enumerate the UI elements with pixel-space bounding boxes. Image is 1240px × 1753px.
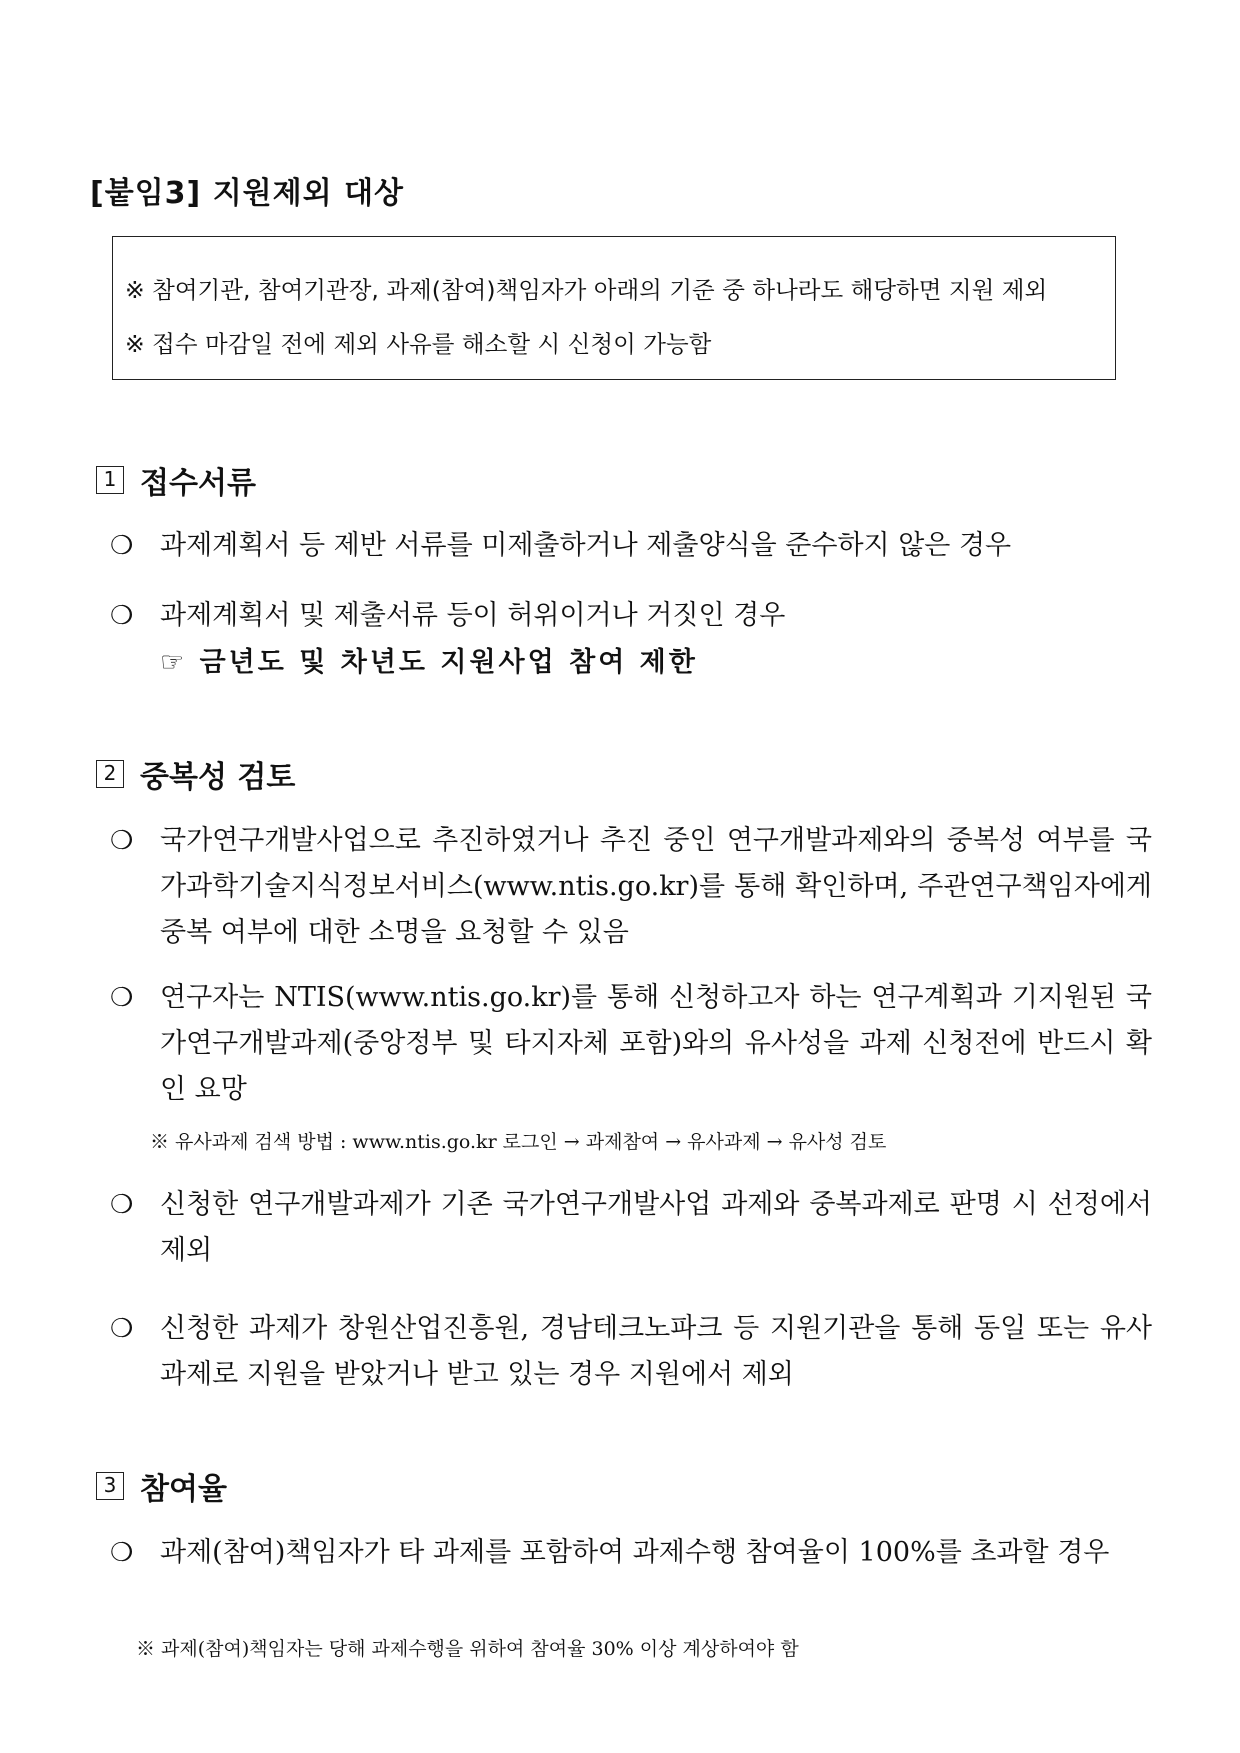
bullet-text: 신청한 과제가 창원산업진흥원, 경남테크노파크 등 지원기관을 통해 동일 또는 유사과제로 지원을 받았거나 받고 있는 경우 지원에서 제외 xyxy=(160,1313,1152,1390)
section-title: 중복성 검토 xyxy=(140,760,296,795)
notice-line-2: ※ 접수 마감일 전에 제외 사유를 해소할 시 신청이 가능함 xyxy=(125,330,712,358)
notice-line-1: ※ 참여기관, 참여기관장, 과제(참여)책임자가 아래의 기준 중 하나라도 해당하면 지원 제외 xyxy=(125,276,1048,304)
bullet-text: 신청한 연구개발과제가 기존 국가연구개발사업 과제와 중복과제로 판명 시 선정에서 제외 xyxy=(160,1189,1152,1266)
section-number-box: 1 xyxy=(96,466,124,494)
search-method-note: ※ 유사과제 검색 방법 : www.ntis.go.kr 로그인 → 과제참여 → 유사과제 → 유사성 검토 xyxy=(150,1131,887,1153)
circle-bullet-icon: ❍ xyxy=(110,826,134,856)
bullet-text: 국가연구개발사업으로 추진하였거나 추진 중인 연구개발과제와의 중복성 여부를 국가과학기술지식정보서비스(www.ntis.go.kr)를 통해 확인하며, 주관연구책임자에게 중복 여부에 대한 소명을 요청할 수 있음 xyxy=(160,825,1152,948)
circle-bullet-icon: ❍ xyxy=(110,1190,134,1220)
restriction-pointer: ☞ 금년도 및 차년도 지원사업 참여 제한 xyxy=(160,647,698,678)
circle-bullet-icon: ❍ xyxy=(110,531,134,561)
section-3-heading xyxy=(96,1464,227,1508)
section-title: 접수서류 xyxy=(140,466,256,501)
section-title: 참여율 xyxy=(140,1472,227,1507)
bullet-text: 과제계획서 등 제반 서류를 미제출하거나 제출양식을 준수하지 않은 경우 xyxy=(160,530,1012,561)
section-1-heading xyxy=(96,458,256,502)
document-title: [붙임3] 지원제외 대상 xyxy=(90,176,405,211)
participation-rate-note: ※ 과제(참여)책임자는 당해 과제수행을 위하여 참여율 30% 이상 계상하여야 함 xyxy=(136,1638,799,1660)
bullet-text: 과제계획서 및 제출서류 등이 허위이거나 거짓인 경우 xyxy=(160,600,786,631)
circle-bullet-icon: ❍ xyxy=(110,601,134,631)
bullet-text: 연구자는 NTIS(www.ntis.go.kr)를 통해 신청하고자 하는 연구계획과 기지원된 국가연구개발과제(중앙정부 및 타지자체 포함)와의 유사성을 과제 신청전에 반드시 확인 요망 xyxy=(160,982,1152,1105)
circle-bullet-icon: ❍ xyxy=(110,983,134,1013)
section-number-box: 2 xyxy=(96,760,124,788)
circle-bullet-icon: ❍ xyxy=(110,1538,134,1568)
circle-bullet-icon: ❍ xyxy=(110,1314,134,1344)
section-2-heading xyxy=(96,752,295,796)
bullet-text: 과제(참여)책임자가 타 과제를 포함하여 과제수행 참여율이 100%를 초과할 경우 xyxy=(160,1537,1110,1568)
section-number-box: 3 xyxy=(96,1472,124,1500)
notice-box xyxy=(112,236,1116,380)
